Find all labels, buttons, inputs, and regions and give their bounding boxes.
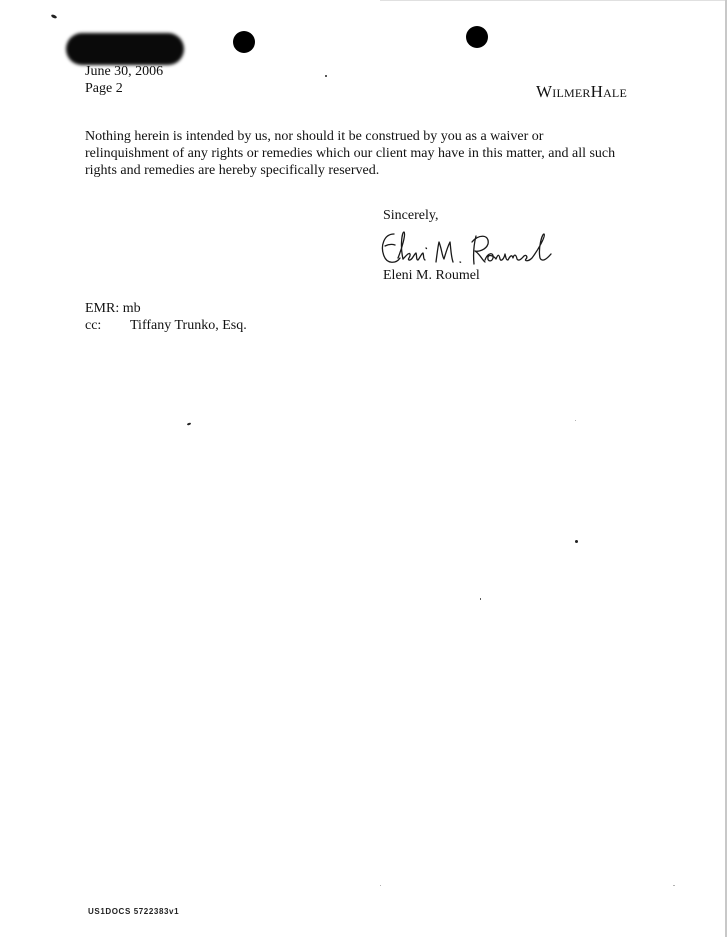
reference-initials: EMR: mb bbox=[85, 301, 141, 316]
body-line: Nothing herein is intended by us, nor should it be construed by you as a waiver or bbox=[85, 129, 544, 144]
cc-recipient: Tiffany Trunko, Esq. bbox=[130, 318, 247, 333]
scan-speck bbox=[575, 420, 576, 421]
firm-logo: WilmerHale bbox=[536, 82, 627, 101]
scan-speck bbox=[187, 422, 191, 425]
scan-speck bbox=[325, 75, 327, 77]
page-number: Page 2 bbox=[85, 81, 123, 96]
body-line: relinquishment of any rights or remedies which our client may have in this matter, and all such bbox=[85, 146, 616, 161]
scan-edge-top bbox=[380, 0, 727, 1]
handwritten-signature bbox=[376, 226, 566, 272]
document-id: US1DOCS 5722383v1 bbox=[88, 907, 180, 916]
scan-speck bbox=[380, 885, 381, 886]
scan-speck bbox=[575, 540, 578, 543]
body-line: rights and remedies are hereby specifically reserved. bbox=[85, 163, 380, 178]
punch-hole-left bbox=[233, 31, 255, 53]
scan-speck bbox=[51, 14, 58, 19]
letter-body bbox=[85, 128, 645, 179]
redaction-mark bbox=[66, 33, 184, 65]
scan-speck bbox=[673, 885, 675, 886]
signer-name: Eleni M. Roumel bbox=[383, 268, 480, 283]
cc-label: cc: bbox=[85, 318, 102, 333]
punch-hole-right bbox=[466, 26, 488, 48]
letter-date: June 30, 2006 bbox=[85, 64, 164, 79]
closing: Sincerely, bbox=[383, 208, 439, 223]
scan-speck bbox=[480, 598, 481, 600]
